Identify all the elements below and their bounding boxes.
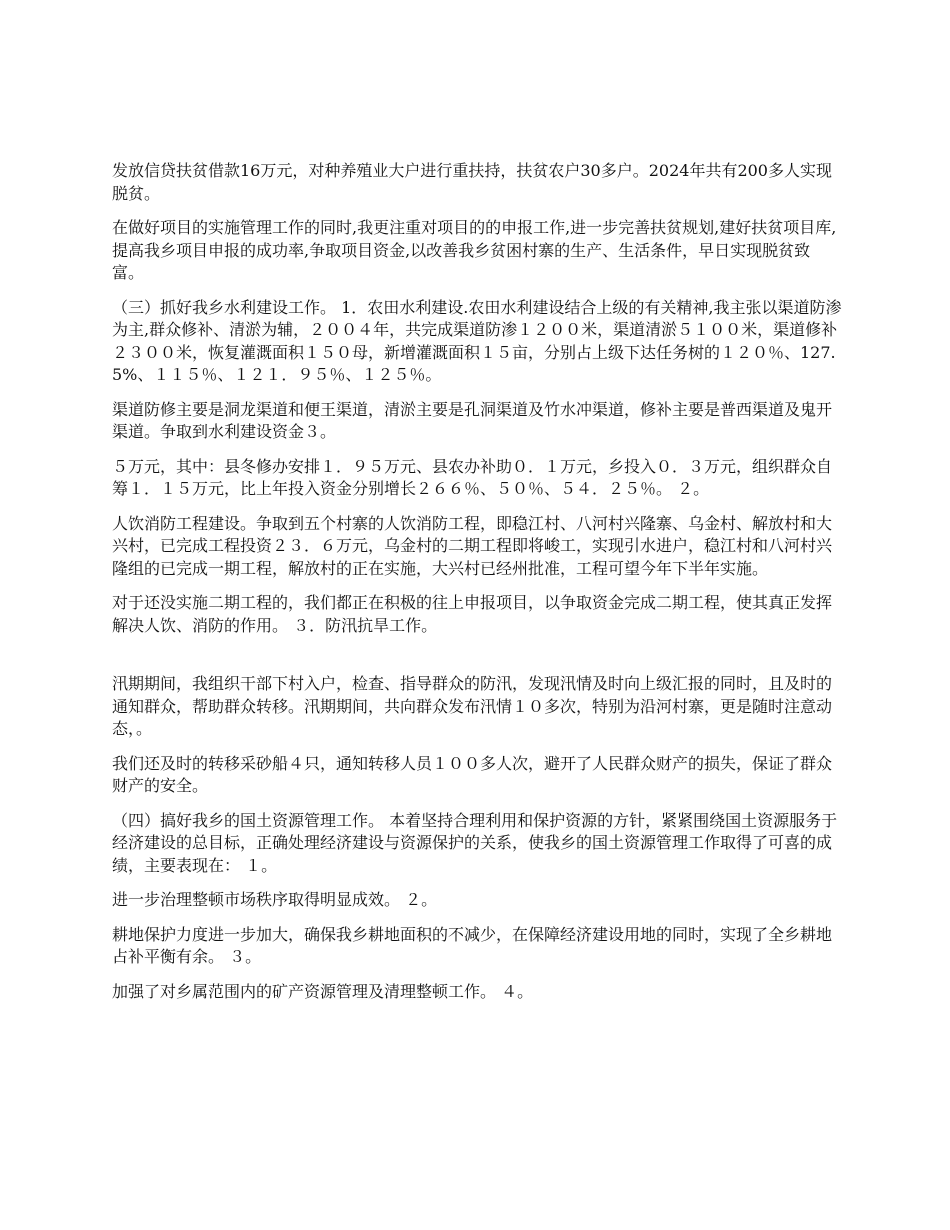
paragraph-water-conservancy: （三）抓好我乡水利建设工作。 1．农田水利建设.农田水利建设结合上级的有关精神,我主张以渠道防渗为主,群众修补、清淤为辅，２００４年，共完成渠道防渗１２００米，渠道清淤５１００米，渠道修补２３００米，恢复灌溉面积１５０母，新增灌溉面积１５亩，分别占上级下达任务树的１２０％、127.5%、１１５％、１２１．９５％、１２５％。 <box>112 297 842 384</box>
paragraph-channel-repair: 渠道防修主要是洞龙渠道和便王渠道，清淤主要是孔洞渠道及竹水冲渠道，修补主要是普西渠道及鬼开渠道。争取到水利建设资金３。 <box>112 399 833 441</box>
paragraph-project-application: 在做好项目的实施管理工作的同时,我更注重对项目的的申报工作,进一步完善扶贫规划,建好扶贫项目库,提高我乡项目申报的成功率,争取项目资金,以改善我乡贫困村寨的生产、生活条件，早日实现脱贫致富。 <box>112 218 837 282</box>
paragraph-market-order: 进一步治理整顿市场秩序取得明显成效。 ２。 <box>112 890 438 909</box>
paragraph-land-resources: （四）搞好我乡的国土资源管理工作。 本着坚持合理利用和保护资源的方针，紧紧围绕国土资源服务于经济建设的总目标，正确处理经济建设与资源保护的关系，使我乡的国土资源管理工作取得了可喜的成绩，主要表现在： １。 <box>112 810 838 875</box>
paragraph-drinking-water-project: 人饮消防工程建设。争取到五个村寨的人饮消防工程，即稳江村、八河村兴隆寨、乌金村、解放村和大兴村，已完成工程投资２３．６万元，乌金村的二期工程即将峻工，实现引水进户，稳江村和八河村兴隆组的已完成一期工程，解放村的正在实施，大兴村已经州批准，工程可望今年下半年实施。 <box>112 513 833 578</box>
paragraph-flood-season: 汛期期间，我组织干部下村入户，检查、指导群众的防汛，发现汛情及时向上级汇报的同时，且及时的通知群众，帮助群众转移。汛期期间，共向群众发布汛情１０多次，特别为沿河村寨，更是随时注意动态，。 <box>112 674 833 738</box>
paragraph-poverty-loans: 发放信贷扶贫借款16万元，对种养殖业大户进行重扶持，扶贫农户30多户。2024年共有200多人实现脱贫。 <box>112 161 832 203</box>
paragraph-phase-two: 对于还没实施二期工程的，我们都正在积极的往上申报项目，以争取资金完成二期工程，使其真正发挥解决人饮、消防的作用。 ３．防汛抗旱工作。 <box>112 593 833 635</box>
paragraph-mineral-resources: 加强了对乡属范围内的矿产资源管理及清理整顿工作。 ４。 <box>112 981 534 1001</box>
paragraph-evacuation: 我们还及时的转移采砂船４只，通知转移人员１００多人次，避开了人民群众财产的损失，保证了群众财产的安全。 <box>112 753 833 795</box>
paragraph-funding-breakdown: ５万元，其中：县冬修办安排１．９５万元、县农办补助０．１万元，乡投入０．３万元，组织群众自筹１．１５万元，比上年投入资金分别增长２６６％、５０％、５４．２５％。 ２。 <box>112 456 833 498</box>
document-body <box>112 160 842 1015</box>
paragraph-farmland-protection: 耕地保护力度进一步加大，确保我乡耕地面积的不减少，在保障经济建设用地的同时，实现了全乡耕地占补平衡有余。 ３。 <box>112 924 833 966</box>
